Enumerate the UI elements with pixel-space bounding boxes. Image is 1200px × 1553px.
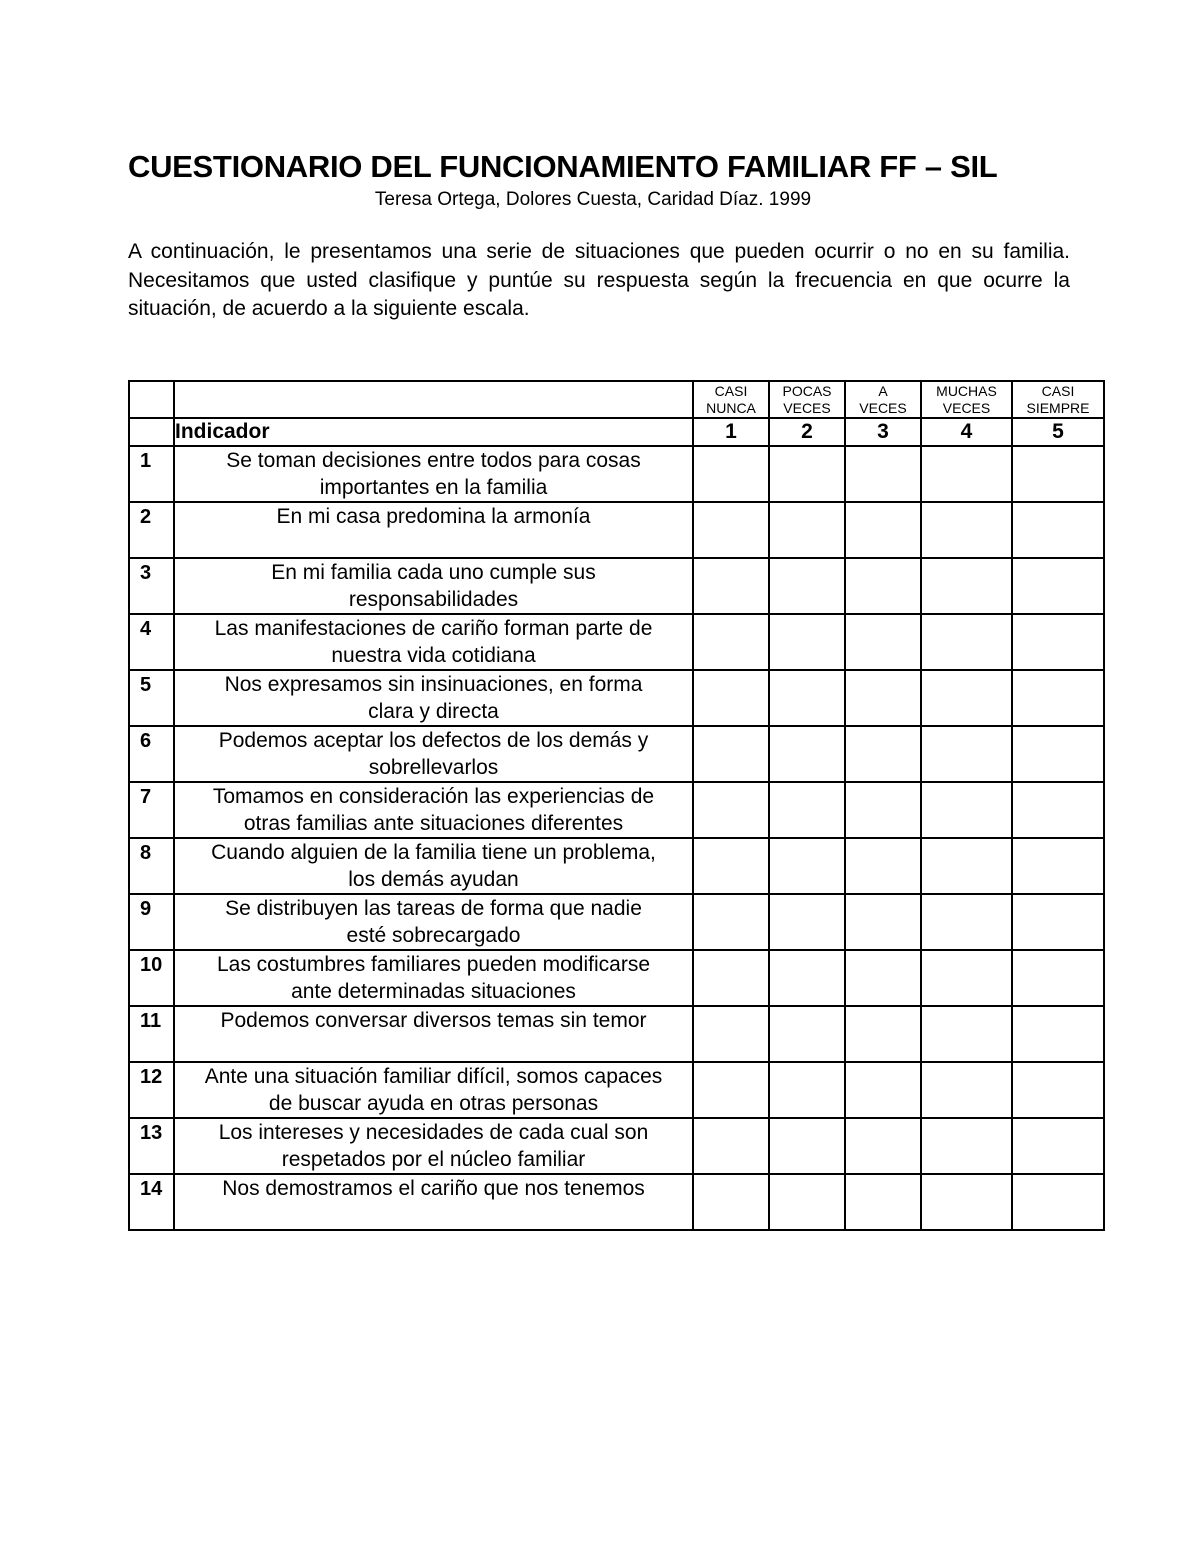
answer-cell-1[interactable] bbox=[693, 1062, 769, 1118]
item-text bbox=[175, 615, 692, 669]
scale-value-cell bbox=[769, 418, 845, 446]
answer-cell-4[interactable] bbox=[921, 670, 1012, 726]
answer-cell-1[interactable] bbox=[693, 1006, 769, 1062]
scale-label-line: NUNCA bbox=[706, 400, 756, 416]
item-text-cell bbox=[174, 614, 693, 670]
answer-cell-1[interactable] bbox=[693, 614, 769, 670]
blank-header-cell bbox=[174, 381, 693, 418]
item-text bbox=[175, 783, 692, 837]
item-text-line: respetados por el núcleo familiar bbox=[281, 1148, 586, 1171]
item-text-line: de buscar ayuda en otras personas bbox=[268, 1092, 599, 1115]
answer-cell-5[interactable] bbox=[1012, 726, 1104, 782]
answer-cell-2[interactable] bbox=[769, 838, 845, 894]
item-number-cell bbox=[129, 1118, 174, 1174]
table-row bbox=[129, 838, 1104, 894]
questionnaire-table bbox=[128, 380, 1105, 1231]
corner-cell bbox=[129, 418, 174, 446]
scale-label-cell bbox=[921, 381, 1012, 418]
table-row bbox=[129, 614, 1104, 670]
item-text-line: En mi familia cada uno cumple sus bbox=[271, 561, 596, 584]
item-text-line: Ante una situación familiar difícil, somos capaces bbox=[204, 1065, 663, 1088]
table-row bbox=[129, 558, 1104, 614]
scale-label-cell bbox=[845, 381, 921, 418]
item-text-cell bbox=[174, 1006, 693, 1062]
answer-cell-4[interactable] bbox=[921, 558, 1012, 614]
scale-label-line: POCAS bbox=[782, 383, 832, 399]
item-text-line: Las costumbres familiares pueden modificarse bbox=[216, 953, 651, 976]
answer-cell-1[interactable] bbox=[693, 670, 769, 726]
document-title: CUESTIONARIO DEL FUNCIONAMIENTO FAMILIAR FF – SIL bbox=[128, 149, 998, 184]
item-text-line: otras familias ante situaciones diferentes bbox=[243, 812, 624, 835]
item-number: 11 bbox=[140, 1010, 162, 1032]
item-text-line: sobrellevarlos bbox=[368, 756, 499, 779]
item-text-line: nuestra vida cotidiana bbox=[331, 644, 536, 667]
answer-cell-4[interactable] bbox=[921, 1174, 1012, 1230]
table-row bbox=[129, 1174, 1104, 1230]
table-row bbox=[129, 894, 1104, 950]
item-text-line: Los intereses y necesidades de cada cual son bbox=[218, 1121, 649, 1144]
scale-label-line: CASI bbox=[1041, 383, 1075, 399]
item-number: 6 bbox=[140, 730, 152, 752]
answer-cell-5[interactable] bbox=[1012, 1062, 1104, 1118]
answer-cell-4[interactable] bbox=[921, 1062, 1012, 1118]
scale-label-cell bbox=[1012, 381, 1104, 418]
item-text-line: los demás ayudan bbox=[348, 868, 519, 891]
answer-cell-1[interactable] bbox=[693, 1118, 769, 1174]
table-row bbox=[129, 950, 1104, 1006]
answer-cell-5[interactable] bbox=[1012, 446, 1104, 502]
item-text bbox=[175, 1175, 692, 1202]
answer-cell-1[interactable] bbox=[693, 782, 769, 838]
item-number-cell bbox=[129, 446, 174, 502]
answer-cell-4[interactable] bbox=[921, 1006, 1012, 1062]
answer-cell-3[interactable] bbox=[845, 950, 921, 1006]
answer-cell-2[interactable] bbox=[769, 1174, 845, 1230]
answer-cell-3[interactable] bbox=[845, 614, 921, 670]
scale-label-line: SIEMPRE bbox=[1026, 400, 1090, 416]
answer-cell-4[interactable] bbox=[921, 502, 1012, 558]
scale-value-cell bbox=[921, 418, 1012, 446]
scale-value: 3 bbox=[877, 420, 889, 443]
scale-header-row bbox=[129, 381, 1104, 418]
answer-cell-2[interactable] bbox=[769, 446, 845, 502]
item-text bbox=[175, 839, 692, 893]
item-number: 13 bbox=[140, 1122, 163, 1144]
item-number: 4 bbox=[140, 618, 152, 640]
item-text bbox=[175, 503, 692, 530]
table-row bbox=[129, 502, 1104, 558]
answer-cell-1[interactable] bbox=[693, 558, 769, 614]
scale-label-line: CASI bbox=[714, 383, 748, 399]
answer-cell-5[interactable] bbox=[1012, 1118, 1104, 1174]
item-number-cell bbox=[129, 782, 174, 838]
item-text bbox=[175, 727, 692, 781]
item-number: 14 bbox=[140, 1178, 163, 1200]
answer-cell-3[interactable] bbox=[845, 726, 921, 782]
answer-cell-2[interactable] bbox=[769, 950, 845, 1006]
scale-label-cell bbox=[693, 381, 769, 418]
item-text-cell bbox=[174, 782, 693, 838]
table-row bbox=[129, 1118, 1104, 1174]
item-number-cell bbox=[129, 1062, 174, 1118]
item-number: 3 bbox=[140, 562, 152, 584]
instructions-paragraph: A continuación, le presentamos una serie de situaciones que pueden ocurrir o no en su familia. Necesitamos que usted clasifique y puntúe su respuesta según la frecuencia en que ocurre la situación, de acuerdo a la siguiente escala. bbox=[128, 240, 1070, 320]
answer-cell-2[interactable] bbox=[769, 782, 845, 838]
table-row bbox=[129, 726, 1104, 782]
answer-cell-1[interactable] bbox=[693, 950, 769, 1006]
answer-cell-3[interactable] bbox=[845, 446, 921, 502]
answer-cell-5[interactable] bbox=[1012, 614, 1104, 670]
answer-cell-3[interactable] bbox=[845, 502, 921, 558]
answer-cell-5[interactable] bbox=[1012, 1174, 1104, 1230]
answer-cell-1[interactable] bbox=[693, 838, 769, 894]
scale-label-cell bbox=[769, 381, 845, 418]
item-number: 10 bbox=[140, 954, 163, 976]
answer-cell-3[interactable] bbox=[845, 670, 921, 726]
item-text-line: importantes en la familia bbox=[319, 476, 548, 499]
answer-cell-2[interactable] bbox=[769, 614, 845, 670]
answer-cell-4[interactable] bbox=[921, 1118, 1012, 1174]
indicator-header bbox=[174, 418, 693, 446]
answer-cell-1[interactable] bbox=[693, 1174, 769, 1230]
document-authors: Teresa Ortega, Dolores Cuesta, Caridad Díaz. 1999 bbox=[374, 189, 812, 210]
item-number: 9 bbox=[140, 898, 152, 920]
item-text-cell bbox=[174, 1174, 693, 1230]
scale-value: 1 bbox=[725, 420, 737, 443]
answer-cell-2[interactable] bbox=[769, 1006, 845, 1062]
answer-cell-1[interactable] bbox=[693, 446, 769, 502]
answer-cell-5[interactable] bbox=[1012, 502, 1104, 558]
item-text bbox=[175, 951, 692, 1005]
item-text-cell bbox=[174, 1062, 693, 1118]
item-text-line: responsabilidades bbox=[348, 588, 519, 611]
item-text-cell bbox=[174, 894, 693, 950]
item-text bbox=[175, 559, 692, 613]
answer-cell-4[interactable] bbox=[921, 446, 1012, 502]
item-text-cell bbox=[174, 446, 693, 502]
indicator-label: Indicador bbox=[175, 420, 270, 443]
item-number: 5 bbox=[140, 674, 152, 696]
answer-cell-4[interactable] bbox=[921, 782, 1012, 838]
answer-cell-1[interactable] bbox=[693, 894, 769, 950]
answer-cell-4[interactable] bbox=[921, 726, 1012, 782]
item-text-cell bbox=[174, 1118, 693, 1174]
item-number-cell bbox=[129, 1006, 174, 1062]
answer-cell-2[interactable] bbox=[769, 558, 845, 614]
item-text-line: ante determinadas situaciones bbox=[291, 980, 576, 1003]
scale-value: 2 bbox=[801, 420, 813, 443]
item-text-cell bbox=[174, 838, 693, 894]
scale-value-cell bbox=[693, 418, 769, 446]
item-text-line: esté sobrecargado bbox=[346, 924, 521, 947]
item-number-cell bbox=[129, 950, 174, 1006]
item-number: 2 bbox=[140, 506, 152, 528]
item-number: 7 bbox=[140, 786, 152, 808]
answer-cell-3[interactable] bbox=[845, 894, 921, 950]
corner-cell bbox=[129, 381, 174, 418]
scale-label-line: VECES bbox=[783, 400, 831, 416]
answer-cell-3[interactable] bbox=[845, 1006, 921, 1062]
item-text-line: Podemos conversar diversos temas sin temor bbox=[220, 1009, 647, 1032]
item-text-line: Nos expresamos sin insinuaciones, en forma bbox=[224, 673, 643, 696]
answer-cell-4[interactable] bbox=[921, 614, 1012, 670]
item-number-cell bbox=[129, 670, 174, 726]
scale-value-cell bbox=[845, 418, 921, 446]
answer-cell-3[interactable] bbox=[845, 1062, 921, 1118]
item-number-cell bbox=[129, 558, 174, 614]
item-text bbox=[175, 1063, 692, 1117]
answer-cell-3[interactable] bbox=[845, 782, 921, 838]
answer-cell-4[interactable] bbox=[921, 838, 1012, 894]
item-number-cell bbox=[129, 726, 174, 782]
answer-cell-5[interactable] bbox=[1012, 670, 1104, 726]
item-text-cell bbox=[174, 670, 693, 726]
item-number-cell bbox=[129, 614, 174, 670]
item-text-line: Tomamos en consideración las experiencias de bbox=[212, 785, 655, 808]
table-row bbox=[129, 446, 1104, 502]
item-text-line: En mi casa predomina la armonía bbox=[276, 505, 591, 528]
scale-value-cell bbox=[1012, 418, 1104, 446]
scale-value: 4 bbox=[960, 420, 973, 443]
scale-label-line: A bbox=[878, 383, 888, 399]
answer-cell-5[interactable] bbox=[1012, 950, 1104, 1006]
answer-cell-5[interactable] bbox=[1012, 894, 1104, 950]
table-row bbox=[129, 1006, 1104, 1062]
item-text bbox=[175, 895, 692, 949]
answer-cell-3[interactable] bbox=[845, 1118, 921, 1174]
answer-cell-5[interactable] bbox=[1012, 558, 1104, 614]
item-text bbox=[175, 1007, 692, 1034]
item-text bbox=[175, 1119, 692, 1173]
answer-cell-3[interactable] bbox=[845, 838, 921, 894]
scale-value: 5 bbox=[1052, 420, 1064, 443]
scale-label-line: VECES bbox=[859, 400, 907, 416]
answer-cell-2[interactable] bbox=[769, 1118, 845, 1174]
answer-cell-2[interactable] bbox=[769, 726, 845, 782]
item-number: 1 bbox=[140, 450, 152, 472]
answer-cell-1[interactable] bbox=[693, 726, 769, 782]
answer-cell-3[interactable] bbox=[845, 1174, 921, 1230]
answer-cell-3[interactable] bbox=[845, 558, 921, 614]
item-text-cell bbox=[174, 950, 693, 1006]
item-text-line: clara y directa bbox=[368, 700, 499, 723]
answer-cell-2[interactable] bbox=[769, 670, 845, 726]
item-text-line: Se toman decisiones entre todos para cosas bbox=[226, 449, 641, 472]
item-text-line: Se distribuyen las tareas de forma que nadie bbox=[225, 897, 642, 920]
table-row bbox=[129, 670, 1104, 726]
item-text-line: Cuando alguien de la familia tiene un problema, bbox=[211, 841, 656, 864]
scale-values-row bbox=[129, 418, 1104, 446]
answer-cell-1[interactable] bbox=[693, 502, 769, 558]
table-row bbox=[129, 1062, 1104, 1118]
item-text-cell bbox=[174, 502, 693, 558]
answer-cell-4[interactable] bbox=[921, 950, 1012, 1006]
item-text-line: Podemos aceptar los defectos de los demás y bbox=[218, 729, 649, 752]
item-number-cell bbox=[129, 502, 174, 558]
item-number-cell bbox=[129, 894, 174, 950]
item-number: 8 bbox=[140, 842, 152, 864]
item-text-line: Las manifestaciones de cariño forman parte de bbox=[214, 617, 653, 640]
answer-cell-2[interactable] bbox=[769, 894, 845, 950]
answer-cell-5[interactable] bbox=[1012, 838, 1104, 894]
item-text bbox=[175, 671, 692, 725]
item-number-cell bbox=[129, 1174, 174, 1230]
item-text bbox=[175, 447, 692, 501]
item-text-cell bbox=[174, 558, 693, 614]
item-number: 12 bbox=[140, 1066, 163, 1088]
item-text-line: Nos demostramos el cariño que nos tenemos bbox=[222, 1177, 645, 1200]
answer-cell-2[interactable] bbox=[769, 1062, 845, 1118]
scale-label-line: VECES bbox=[942, 400, 991, 416]
item-number-cell bbox=[129, 838, 174, 894]
item-text-cell bbox=[174, 726, 693, 782]
answer-cell-5[interactable] bbox=[1012, 782, 1104, 838]
answer-cell-5[interactable] bbox=[1012, 1006, 1104, 1062]
answer-cell-2[interactable] bbox=[769, 502, 845, 558]
scale-label-line: MUCHAS bbox=[936, 383, 997, 399]
answer-cell-4[interactable] bbox=[921, 894, 1012, 950]
table-row bbox=[129, 782, 1104, 838]
